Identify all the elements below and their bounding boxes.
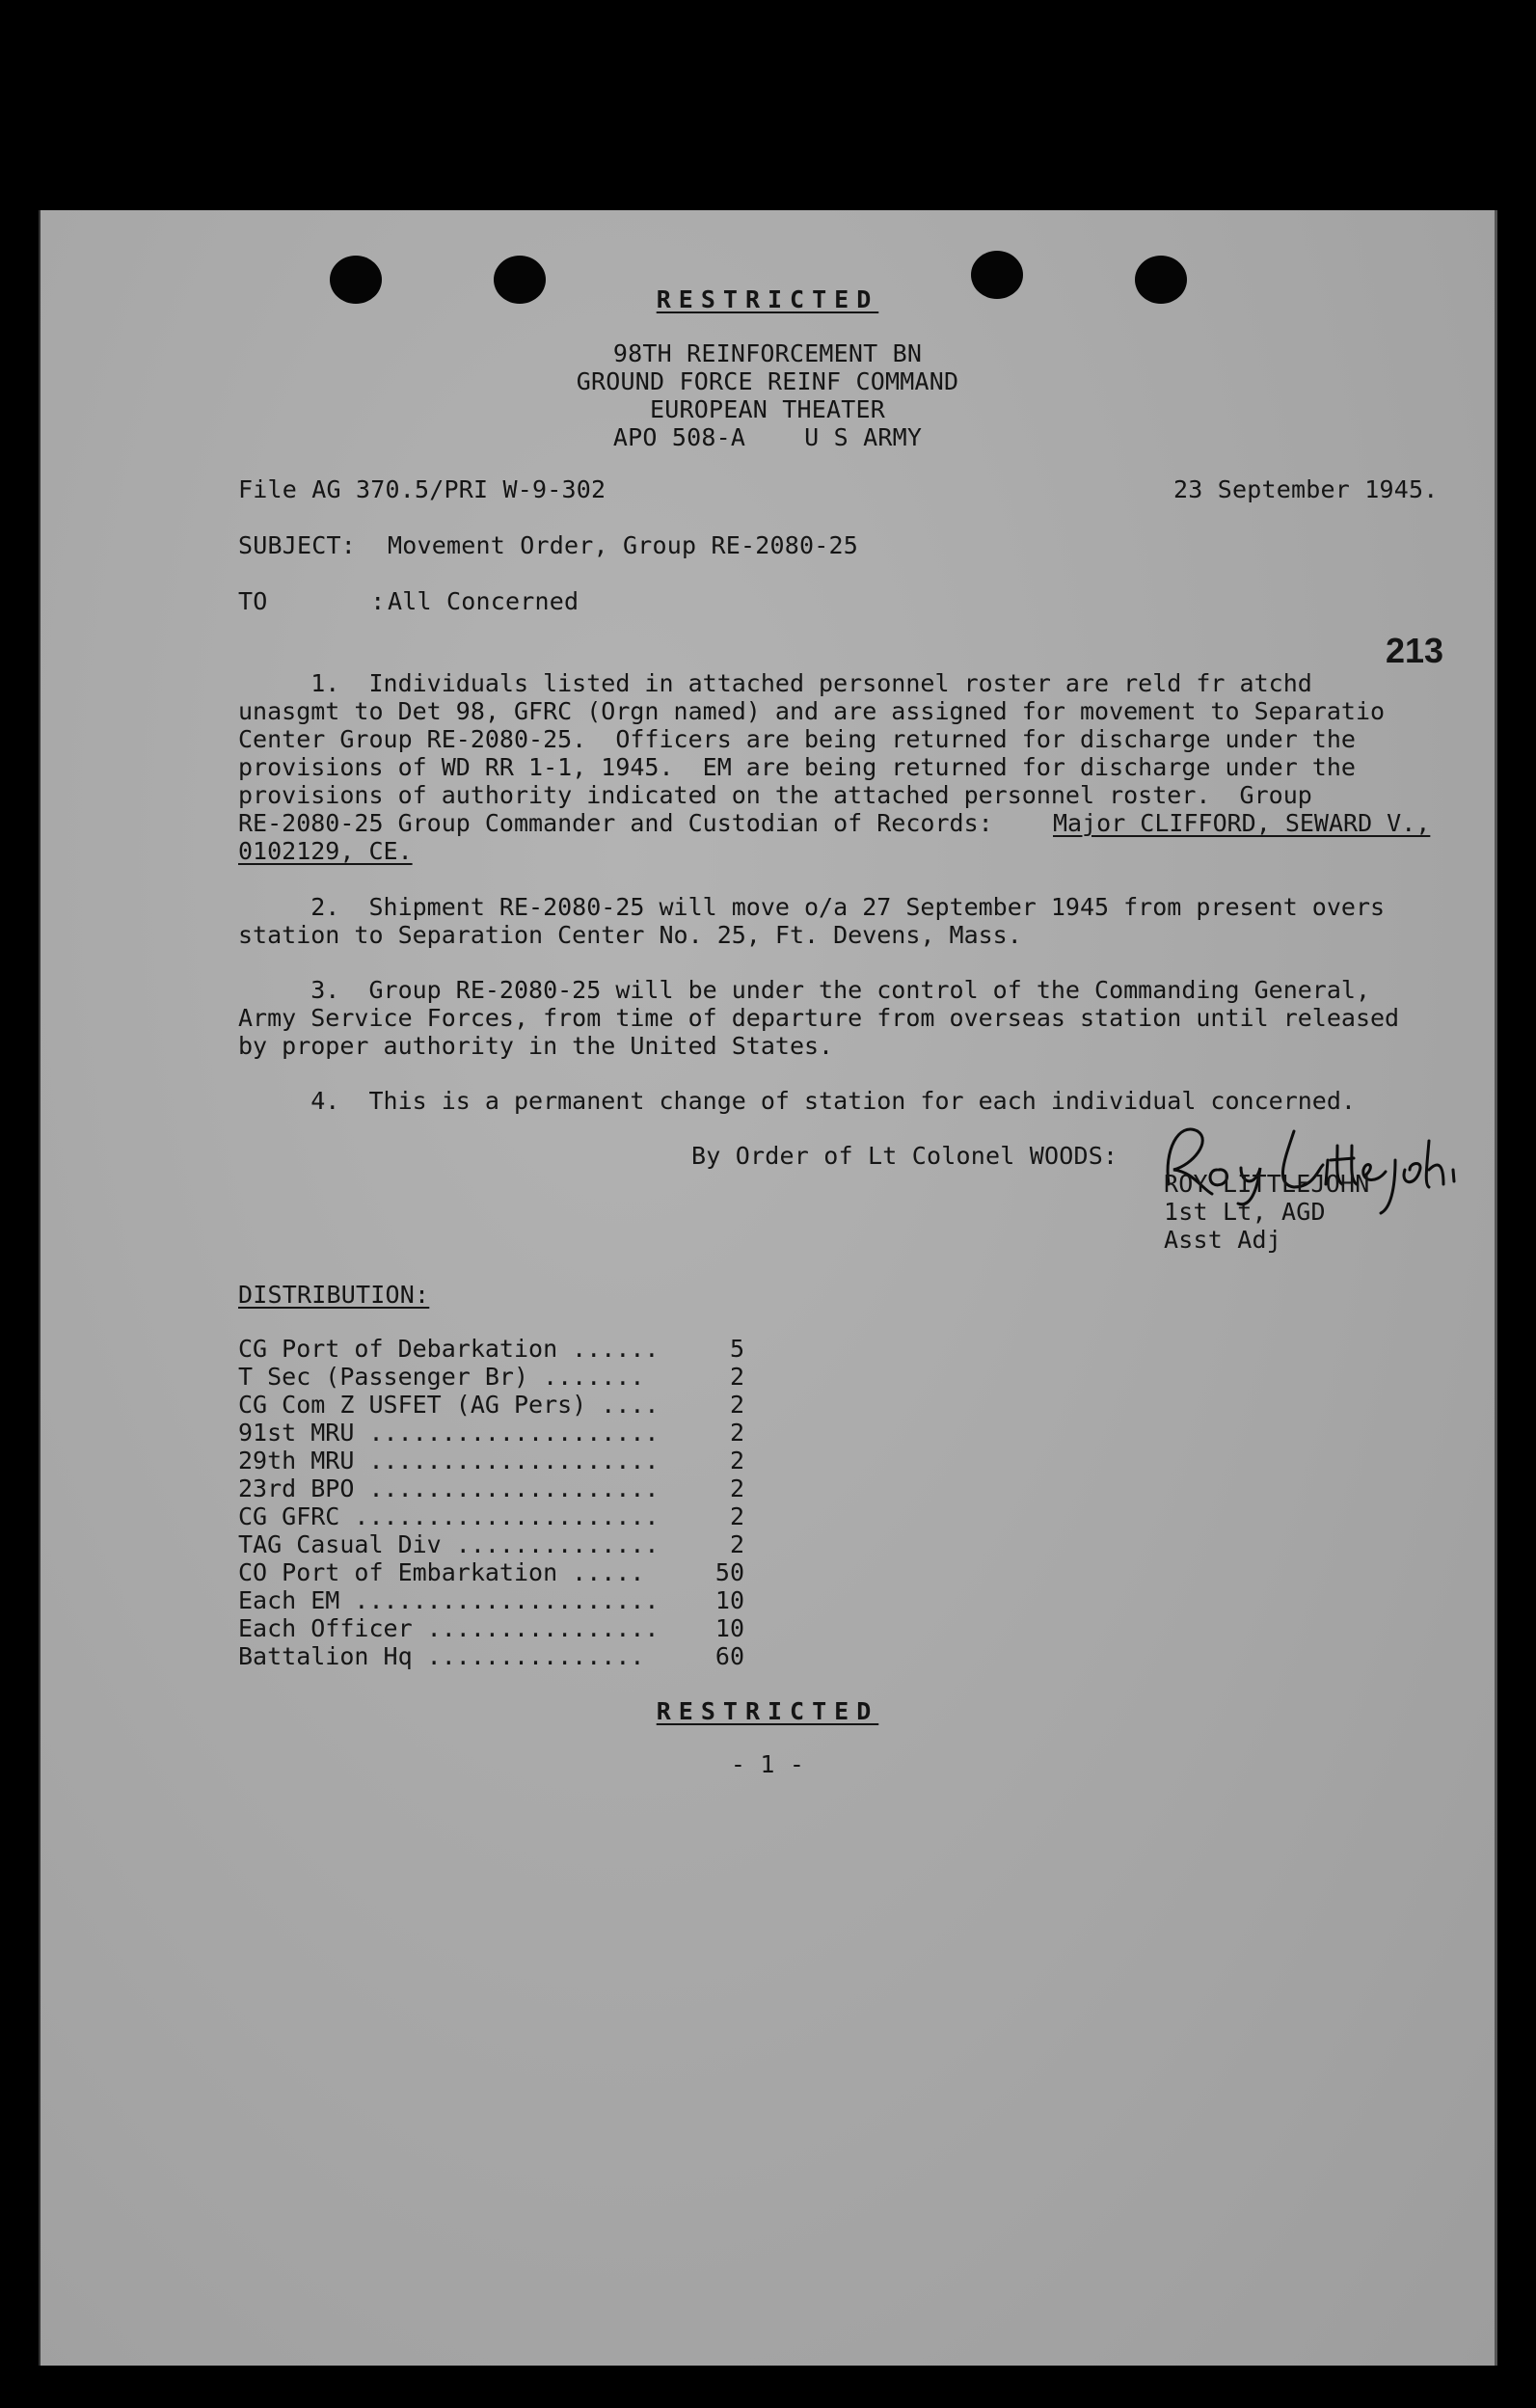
theater-line: EUROPEAN THEATER — [649, 395, 886, 423]
paragraph-line: station to Separation Center No. 25, Ft. Devens, Mass. — [238, 921, 1022, 949]
custodian-name: Major CLIFFORD, SEWARD V., — [1053, 809, 1431, 837]
distribution-label: CG Port of Debarkation ...... — [238, 1335, 660, 1363]
page-number: - 1 - — [730, 1750, 805, 1778]
paragraph-line: Army Service Forces, from time of departure from overseas station until released — [238, 1004, 1400, 1032]
distribution-row — [238, 1586, 744, 1614]
distribution-row — [238, 1475, 744, 1502]
order-line: By Order of Lt Colonel WOODS: — [691, 1142, 1118, 1170]
paragraph-line: by proper authority in the United States. — [238, 1032, 834, 1060]
distribution-count: 10 — [714, 1586, 744, 1614]
distribution-label: T Sec (Passenger Br) ....... — [238, 1363, 645, 1391]
distribution-row — [238, 1391, 744, 1419]
distribution-count: 2 — [729, 1502, 744, 1530]
custodian-serial: 0102129, CE. — [238, 837, 413, 865]
paragraph-line: RE-2080-25 Group Commander and Custodian of Records: — [238, 809, 1022, 837]
distribution-count: 2 — [729, 1530, 744, 1558]
to-label: TO : — [238, 587, 386, 615]
paragraph-line: 3. Group RE-2080-25 will be under the control of the Commanding General, — [238, 976, 1370, 1004]
distribution-label: Battalion Hq ............... — [238, 1642, 645, 1670]
distribution-count: 2 — [729, 1419, 744, 1447]
distribution-label: 91st MRU .................... — [238, 1419, 660, 1447]
distribution-label: TAG Casual Div .............. — [238, 1530, 660, 1558]
unit-line: 98TH REINFORCEMENT BN — [612, 339, 923, 367]
signer-title: Asst Adj — [1164, 1226, 1282, 1254]
document-date: 23 September 1945. — [1173, 475, 1439, 503]
distribution-label: CO Port of Embarkation ..... — [238, 1558, 645, 1586]
subject-label: SUBJECT: — [238, 531, 357, 559]
distribution-label: 23rd BPO .................... — [238, 1475, 660, 1502]
distribution-row — [238, 1530, 744, 1558]
file-reference: File AG 370.5/PRI W-9-302 — [238, 475, 606, 503]
apo-line: APO 508-A U S ARMY — [612, 423, 923, 451]
distribution-count: 2 — [729, 1363, 744, 1391]
to-text: All Concerned — [388, 587, 579, 615]
paragraph-line: provisions of WD RR 1-1, 1945. EM are being returned for discharge under the — [238, 753, 1356, 781]
distribution-label: CG GFRC ..................... — [238, 1502, 660, 1530]
distribution-row — [238, 1363, 744, 1391]
page-stamp: 213 — [1386, 631, 1444, 670]
distribution-row — [238, 1447, 744, 1475]
distribution-label: Each Officer ................ — [238, 1614, 660, 1642]
command-line: GROUND FORCE REINF COMMAND — [576, 367, 959, 395]
distribution-row — [238, 1335, 744, 1363]
signer-name: ROY LITTLEJOHN — [1164, 1170, 1370, 1198]
distribution-row — [238, 1614, 744, 1642]
distribution-row — [238, 1502, 744, 1530]
paragraph-line: Center Group RE-2080-25. Officers are being returned for discharge under the — [238, 725, 1356, 753]
subject-text: Movement Order, Group RE-2080-25 — [388, 531, 859, 559]
distribution-label: Each EM ..................... — [238, 1586, 660, 1614]
distribution-label: CG Com Z USFET (AG Pers) .... — [238, 1391, 660, 1419]
distribution-count: 10 — [714, 1614, 744, 1642]
distribution-label: 29th MRU .................... — [238, 1447, 660, 1475]
distribution-row — [238, 1419, 744, 1447]
document-page — [39, 210, 1497, 2366]
classification-bottom: RESTRICTED — [656, 1697, 879, 1725]
signer-rank: 1st Lt, AGD — [1164, 1198, 1326, 1226]
distribution-count: 60 — [714, 1642, 744, 1670]
distribution-count: 5 — [729, 1335, 744, 1363]
distribution-count: 50 — [714, 1558, 744, 1586]
paragraph-line: unasgmt to Det 98, GFRC (Orgn named) and are assigned for movement to Separatio — [238, 697, 1386, 725]
distribution-count: 2 — [729, 1475, 744, 1502]
distribution-count: 2 — [729, 1447, 744, 1475]
distribution-count: 2 — [729, 1391, 744, 1419]
paragraph-line: 1. Individuals listed in attached personnel roster are reld fr atchd — [238, 669, 1312, 697]
paragraph-line: provisions of authority indicated on the attached personnel roster. Group — [238, 781, 1312, 809]
paragraph-line: 2. Shipment RE-2080-25 will move o/a 27 September 1945 from present overs — [238, 893, 1386, 921]
classification-top: RESTRICTED — [656, 285, 879, 313]
paragraph-line: 4. This is a permanent change of station for each individual concerned. — [238, 1087, 1356, 1115]
distribution-heading: DISTRIBUTION: — [238, 1281, 430, 1309]
distribution-row — [238, 1558, 744, 1586]
distribution-row — [238, 1642, 744, 1670]
